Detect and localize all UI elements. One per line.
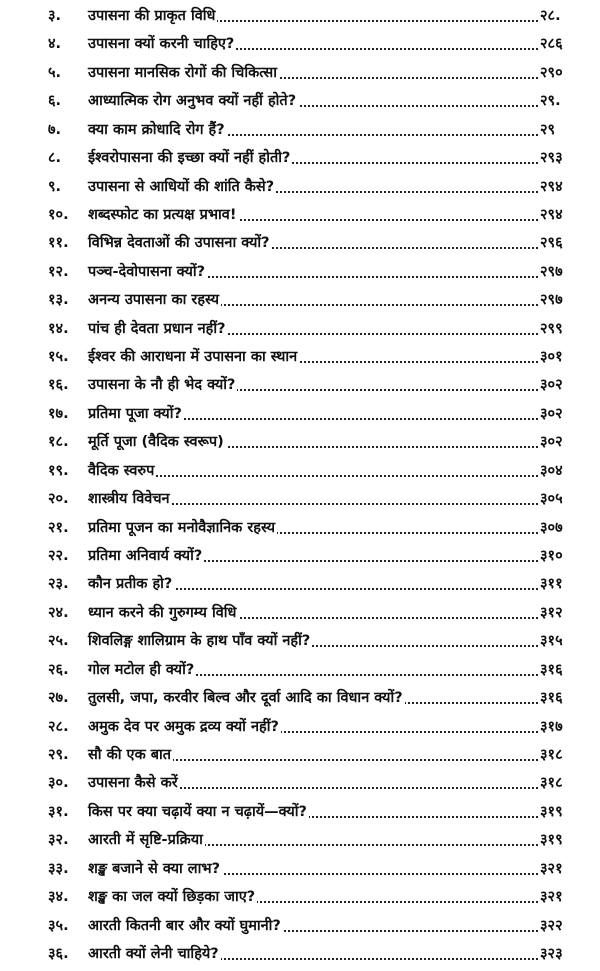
toc-entry-number: ३५. — [48, 917, 69, 934]
toc-entry-title: अनन्य उपासना का रहस्य — [88, 292, 220, 309]
toc-entry-title: आरती कितनी बार और क्यों घुमानी? — [88, 917, 281, 934]
toc-entry-title-wrap — [88, 317, 228, 341]
toc-entry-number: १७. — [48, 405, 69, 422]
toc-entry-title: कौन प्रतीक हो? — [88, 576, 173, 593]
toc-entry-page: ३०२ — [538, 430, 580, 454]
toc-entry-page: ३१८ — [538, 771, 580, 795]
toc-entry-page: २९६ — [538, 231, 580, 255]
toc-entry — [0, 828, 600, 852]
toc-entry-number: २९. — [48, 746, 69, 763]
toc-entry — [0, 175, 600, 199]
toc-entry-page: ३०२ — [538, 373, 580, 397]
toc-entry — [0, 572, 600, 596]
toc-entry-page: ३०४ — [538, 459, 580, 483]
toc-entry — [0, 317, 600, 341]
toc-entry-page: २९. — [538, 89, 580, 113]
toc-entry-page: ३१९ — [538, 828, 580, 852]
toc-entry-title: उपासना के नौ ही भेद क्यों? — [88, 377, 236, 394]
toc-entry-page: २९४ — [538, 203, 580, 227]
toc-entry-number: २५. — [48, 633, 69, 650]
toc-entry — [0, 89, 600, 113]
toc-entry-number: १०. — [48, 206, 69, 223]
toc-entry — [0, 61, 600, 85]
toc-entry-page: ३२१ — [538, 885, 580, 909]
toc-entry-title-wrap — [88, 459, 156, 483]
toc-entry-title-wrap — [88, 828, 205, 852]
toc-entry-title: उपासना मानसिक रोगों की चिकित्सा — [88, 64, 277, 81]
toc-entry-title: शङ्ख का जल क्यों छिड़का जाए? — [88, 889, 256, 906]
toc-entry-page: ३१५ — [538, 629, 580, 653]
toc-entry-title-wrap — [88, 942, 221, 966]
toc-entry-title-wrap — [88, 345, 299, 369]
toc-entry-title-wrap — [88, 715, 281, 739]
toc-entry-number: ३१. — [48, 803, 69, 820]
toc-entry-number: १३. — [48, 292, 69, 309]
toc-entry-title: वैदिक स्वरुप — [88, 462, 155, 479]
toc-entry — [0, 544, 600, 568]
toc-entry — [0, 800, 600, 824]
toc-entry — [0, 231, 600, 255]
toc-entry-number: ८. — [48, 150, 62, 167]
toc-entry-title-wrap — [88, 516, 277, 540]
toc-entry-number: १५. — [48, 349, 69, 366]
toc-entry — [0, 942, 600, 966]
toc-entry-title: प्रतिमा अनिवार्य क्यों? — [88, 548, 203, 565]
toc-entry-title-wrap — [88, 4, 217, 28]
toc-entry-number: ३. — [48, 8, 62, 24]
toc-entry-title-wrap — [88, 771, 180, 795]
toc-entry — [0, 32, 600, 56]
toc-entry-title-wrap — [88, 430, 226, 454]
toc-entry — [0, 345, 600, 369]
toc-entry-title-wrap — [88, 601, 238, 625]
toc-entry-title: उपासना से आधियों की शांति कैसे? — [88, 178, 275, 195]
toc-entry-title: गोल मटोल ही क्यों? — [88, 661, 195, 678]
toc-entry — [0, 629, 600, 653]
toc-entry-title-wrap — [88, 914, 283, 938]
toc-entry — [0, 857, 600, 881]
toc-entry-number: १६. — [48, 377, 69, 394]
toc-entry-title: शब्दस्फोट का प्रत्यक्ष प्रभाव! — [88, 206, 237, 223]
toc-entry-title-wrap — [88, 658, 196, 682]
toc-entry — [0, 288, 600, 312]
toc-entry-page: २९३ — [538, 146, 580, 170]
toc-entry-number: ३३. — [48, 860, 69, 877]
toc-entry-page: ३१६ — [538, 658, 580, 682]
toc-entry — [0, 516, 600, 540]
toc-entry-number: ७. — [48, 121, 62, 138]
toc-entry-title: सौ की एक बात — [88, 746, 172, 763]
table-of-contents — [0, 4, 600, 966]
toc-entry-title: ईश्वरोपासना की इच्छा क्यों नहीं होती? — [88, 150, 291, 167]
toc-entry-page: २९७ — [538, 288, 580, 312]
toc-entry-page: ३१९ — [538, 800, 580, 824]
toc-entry-title-wrap — [88, 402, 184, 426]
toc-entry-page: ३१० — [538, 544, 580, 568]
toc-entry — [0, 658, 600, 682]
toc-entry-title: किस पर क्या चढ़ायें क्या न चढ़ायें—क्यों? — [88, 803, 307, 820]
toc-entry — [0, 402, 600, 426]
toc-entry-page: ३१२ — [538, 601, 580, 625]
toc-entry-title-wrap — [88, 146, 292, 170]
toc-entry-title: ध्यान करने की गुरुगम्य विधि — [88, 604, 237, 621]
toc-entry-title: विभिन्न देवताओं की उपासना क्यों? — [88, 235, 270, 252]
toc-entry — [0, 260, 600, 284]
toc-entry-page: २९४ — [538, 175, 580, 199]
toc-entry — [0, 601, 600, 625]
toc-entry-number: २२. — [48, 548, 69, 565]
toc-entry-title: आरती क्यों लेनी चाहिये? — [88, 945, 219, 962]
toc-entry-title: शङ्ख बजाने से क्या लाभ? — [88, 860, 220, 877]
toc-entry-number: १४. — [48, 320, 69, 337]
toc-entry-page: ३२१ — [538, 857, 580, 881]
toc-entry-number: २४. — [48, 604, 69, 621]
toc-entry-page: २९० — [538, 61, 580, 85]
toc-entry-number: ३६. — [48, 945, 69, 962]
toc-entry — [0, 373, 600, 397]
toc-entry-title-wrap — [88, 857, 222, 881]
toc-entry-number: १२. — [48, 263, 69, 280]
toc-entry — [0, 430, 600, 454]
toc-entry-title: उपासना की प्राकृत विधि — [88, 8, 216, 24]
toc-entry-title-wrap — [88, 572, 174, 596]
toc-entry-page: २९७ — [538, 260, 580, 284]
toc-entry-page: ३२३ — [538, 942, 580, 966]
toc-entry-number: १८. — [48, 434, 69, 451]
toc-entry-number: २७. — [48, 690, 69, 707]
toc-entry-title-wrap — [88, 231, 272, 255]
toc-entry-title: आध्यात्मिक रोग अनुभव क्यों नहीं होते? — [88, 93, 297, 110]
toc-entry-number: ५. — [48, 64, 62, 81]
toc-entry-number: २८. — [48, 718, 69, 735]
toc-entry-page: ३१८ — [538, 743, 580, 767]
toc-entry-title-wrap — [88, 260, 207, 284]
toc-entry — [0, 4, 600, 28]
toc-entry-page: २८६ — [538, 32, 580, 56]
toc-entry-title: पांच ही देवता प्रधान नहीं? — [88, 320, 226, 337]
toc-entry-title: प्रतिमा पूजा क्यों? — [88, 405, 182, 422]
toc-entry-title: ईश्वर की आराधना में उपासना का स्थान — [88, 349, 298, 366]
toc-entry-page: २८. — [538, 4, 580, 28]
toc-entry-title: क्या काम क्रोधादि रोग हैं? — [88, 121, 225, 138]
toc-entry-title: मूर्ति पूजा (वैदिक स्वरूप) — [88, 434, 224, 451]
toc-entry-page: ३१६ — [538, 686, 580, 710]
toc-entry-title: आरती में सृष्टि-प्रक्रिया — [88, 832, 203, 849]
toc-entry-number: २३. — [48, 576, 69, 593]
toc-entry-title-wrap — [88, 686, 405, 710]
toc-entry-page: ३०७ — [538, 516, 580, 540]
toc-entry-title-wrap — [88, 175, 276, 199]
toc-entry — [0, 686, 600, 710]
toc-entry-page: ३०५ — [538, 487, 580, 511]
toc-entry-title-wrap — [88, 203, 238, 227]
toc-entry-title-wrap — [88, 629, 312, 653]
toc-entry-title-wrap — [88, 373, 237, 397]
toc-entry-title-wrap — [88, 61, 279, 85]
toc-entry — [0, 715, 600, 739]
toc-entry — [0, 885, 600, 909]
toc-entry-title: शास्त्रीय विवेचन — [88, 491, 170, 508]
toc-entry-title-wrap — [88, 118, 227, 142]
toc-entry-number: ३४. — [48, 889, 69, 906]
toc-entry — [0, 914, 600, 938]
toc-entry-number: १९. — [48, 462, 69, 479]
toc-entry — [0, 743, 600, 767]
toc-entry-number: २१. — [48, 519, 69, 536]
toc-entry-number: ९. — [48, 178, 62, 195]
toc-entry — [0, 118, 600, 142]
toc-entry-page: ३११ — [538, 572, 580, 596]
toc-entry — [0, 771, 600, 795]
toc-entry-page: ३२२ — [538, 914, 580, 938]
toc-entry-number: ३०. — [48, 775, 69, 792]
toc-entry-page: ३०२ — [538, 402, 580, 426]
toc-entry-title: उपासना कैसे करें — [88, 775, 178, 792]
toc-entry-page: २९ — [538, 118, 580, 142]
toc-entry-title: उपासना क्यों करनी चाहिए? — [88, 36, 235, 53]
toc-entry-title-wrap — [88, 743, 173, 767]
toc-entry — [0, 146, 600, 170]
toc-entry-page: २९९ — [538, 317, 580, 341]
toc-entry-title-wrap — [88, 885, 257, 909]
toc-entry — [0, 203, 600, 227]
toc-entry-title: शिवलिङ्ग शालिग्राम के हाथ पाँव क्यों नहीं? — [88, 633, 311, 650]
toc-entry-number: २६. — [48, 661, 69, 678]
toc-entry-number: ४. — [48, 36, 62, 53]
toc-entry-title-wrap — [88, 800, 309, 824]
toc-entry-title-wrap — [88, 32, 236, 56]
toc-entry-number: २०. — [48, 491, 69, 508]
toc-entry-title: पञ्च-देवोपासना क्यों? — [88, 263, 206, 280]
toc-entry — [0, 487, 600, 511]
toc-entry — [0, 459, 600, 483]
toc-entry-number: ६. — [48, 93, 62, 110]
toc-entry-title-wrap — [88, 288, 221, 312]
toc-entry-number: ३२. — [48, 832, 69, 849]
toc-entry-page: ३०१ — [538, 345, 580, 369]
toc-entry-title: अमुक देव पर अमुक द्रव्य क्यों नहीं? — [88, 718, 279, 735]
toc-entry-title-wrap — [88, 487, 172, 511]
toc-entry-page: ३१७ — [538, 715, 580, 739]
toc-entry-title-wrap — [88, 544, 204, 568]
toc-entry-number: ११. — [48, 235, 69, 252]
toc-entry-title: तुलसी, जपा, करवीर बिल्व और दूर्वा आदि का विधान क्यों? — [88, 690, 403, 707]
toc-entry-title: प्रतिमा पूजन का मनोवैज्ञानिक रहस्य — [88, 519, 276, 536]
toc-entry-title-wrap — [88, 89, 298, 113]
